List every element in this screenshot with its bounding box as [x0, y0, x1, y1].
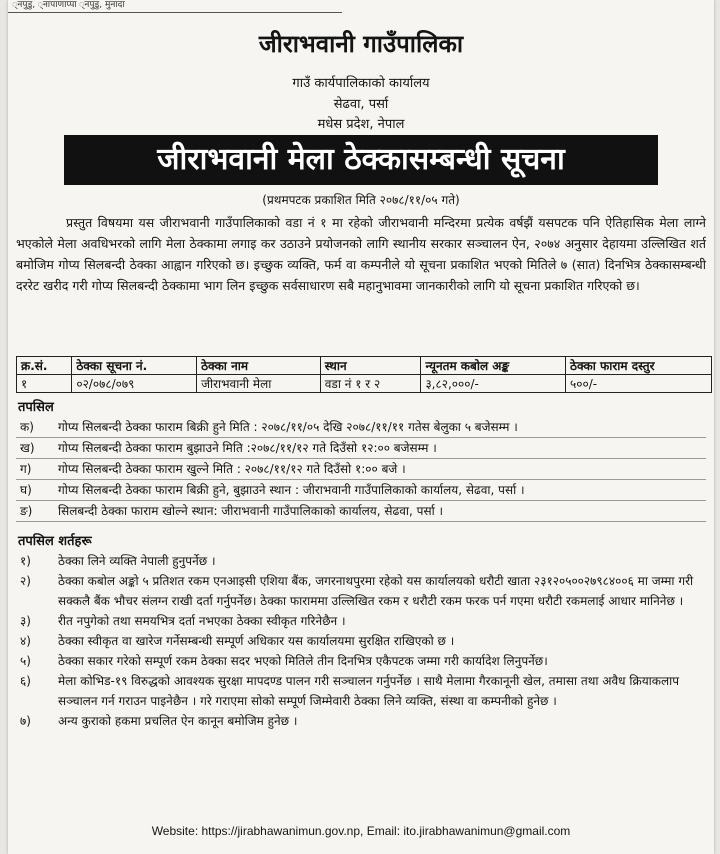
cell-place: वडा नं १ र २ — [320, 375, 421, 393]
list-marker: ६) — [20, 674, 31, 688]
list-item — [16, 438, 706, 459]
office-name: गाउँ कार्यपालिकाको कार्यालय — [292, 76, 430, 91]
list-marker: ग) — [20, 462, 32, 476]
list-text: ठेक्का सकार गरेको सम्पूर्ण रकम ठेक्का सदर भएको मितिले तीन दिनभित्र एकैपटक जम्मा गरी कार्यादेश लिनुपर्नेछ। — [58, 654, 548, 668]
list-marker: ७) — [20, 714, 31, 728]
municipality-title: जीराभवानी गाउँपालिका — [258, 30, 464, 58]
schedule-heading: तपसिल — [18, 400, 54, 415]
cell-min-bid: ३,८२,०००/- — [421, 375, 566, 393]
cell-name: जीराभवानी मेला — [197, 375, 321, 393]
header-cell-form-fee: ठेक्का फाराम दस्तुर — [565, 357, 711, 375]
list-item — [16, 501, 706, 522]
header-cell-serial: क्र.सं. — [17, 357, 72, 375]
website-link[interactable]: Website: https://jirabhawanimun.gov.np, — [151, 824, 364, 838]
notice-title-banner: जीराभवानी मेला ठेक्कासम्बन्धी सूचना — [64, 135, 658, 185]
list-item — [16, 631, 706, 651]
conditions-list — [16, 551, 706, 731]
header-cell-place: स्थान — [320, 357, 421, 375]
cell-notice-no: ०२/०७८/०७९ — [72, 375, 197, 393]
conditions-heading: तपसिल शर्तहरू — [18, 534, 92, 549]
list-marker: क) — [20, 420, 34, 434]
list-text: अन्य कुराको हकमा प्रचलित ऐन कानून बमोजिम हुनेछ । — [58, 714, 298, 728]
list-marker: १) — [20, 554, 31, 568]
list-text: गोप्य सिलबन्दी ठेक्का फाराम बिक्री हुने मिति : २०७८/११/०५ देखि २०७८/११/११ गतेस बेलुका ५ बजेसम्म । — [58, 420, 518, 434]
header-cell-min-bid: न्यूनतम कबोल अङ्क — [421, 357, 566, 375]
list-item — [16, 571, 706, 611]
header-cell-name: ठेक्का नाम — [197, 357, 321, 375]
list-text: ठेक्का लिने व्यक्ति नेपाली हुनुपर्नेछ । — [58, 554, 216, 568]
notice-content — [14, 13, 708, 846]
list-marker: ङ) — [20, 504, 33, 518]
list-marker: ४) — [20, 634, 31, 648]
notice-page — [8, 0, 714, 854]
province-name: मधेस प्रदेश, नेपाल — [317, 117, 405, 132]
list-text: सिलबन्दी ठेक्का फाराम खोल्ने स्थान: जीराभवानी गाउँपालिकाको कार्यालय, सेढवा, पर्सा । — [58, 504, 444, 518]
list-text: रीत नपुगेको तथा समयभित्र दर्ता नभएका ठेक्का स्वीकृत गरिनेछैन । — [58, 614, 346, 628]
list-marker: ५) — [20, 654, 31, 668]
list-item — [16, 551, 706, 571]
list-text: मेला कोभिड-१९ विरुद्धको आवश्यक सुरक्षा मापदण्ड पालन गरी सञ्चालन गर्नुपर्नेछ । साथै मेलामा गैरकानूनी खेल, तमासा तथा अवैध क्रियाकलाप सञ्चालन गर्न गराउन पाइनेछैन । गरे गराएमा सोको सम्पूर्ण जिम्मेवारी ठेक्का लिने व्यक्ति, संस्था वा कम्पनीको हुनेछ । — [58, 674, 680, 708]
list-text: गोप्य सिलबन्दी ठेक्का फाराम खुल्ने मिति : २०७८/११/१२ गते दिउँसो १:०० बजे । — [58, 462, 406, 476]
tender-table — [16, 356, 712, 393]
list-marker: घ) — [20, 483, 32, 497]
list-item — [16, 480, 706, 501]
list-text: गोप्य सिलबन्दी ठेक्का फाराम बिक्री हुने, बुझाउने स्थान : जीराभवानी गाउँपालिकाको कार्यालय, सेढवा, पर्सा । — [58, 483, 525, 497]
list-item — [16, 711, 706, 731]
contact-footer — [14, 824, 708, 838]
office-address: सेढवा, पर्सा — [333, 97, 389, 112]
list-marker: २) — [20, 574, 31, 588]
published-date: (प्रथमपटक प्रकाशित मिति २०७८/११/०५ गते) — [262, 193, 460, 207]
list-item — [16, 417, 706, 438]
table-row — [17, 375, 712, 393]
list-item — [16, 459, 706, 480]
list-item — [16, 671, 706, 711]
list-item — [16, 651, 706, 671]
torn-top-fragment: ्नपुडु, ्नापाणाप्पा ्नपुडु, मुनादा — [8, 0, 342, 13]
header-cell-notice-no: ठेक्का सूचना नं. — [72, 357, 197, 375]
list-item — [16, 611, 706, 631]
list-text: ठेक्का कबोल अङ्को ५ प्रतिशत रकम एनआइसी एशिया बैंक, जगरनाथपुरमा रहेको यस कार्यालयको धरौटी खाता २३१२०५००२७९८४००६ मा जम्मा गरी सक्कलै बैंक भौचर संलग्न राखी दर्ता गर्नुपर्नेछ। ठेक्का फाराममा उल्लिखित रकम र धरौटी रकम फरक पर्न गएमा धरौटी रकमलाई आधार मानिनेछ । — [58, 574, 694, 608]
cell-form-fee: ५००/- — [565, 375, 711, 393]
table-header-row — [17, 357, 712, 375]
list-text: गोप्य सिलबन्दी ठेक्का फाराम बुझाउने मिति :२०७८/११/१२ गते दिउँसो १२:०० बजेसम्म । — [58, 441, 437, 455]
email-link[interactable]: Email: ito.jirabhawanimun@gmail.com — [366, 824, 571, 838]
schedule-list — [16, 417, 706, 522]
list-marker: ख) — [20, 441, 35, 455]
cell-serial: १ — [17, 375, 72, 393]
list-text: ठेक्का स्वीकृत वा खारेज गर्नेसम्बन्धी सम्पूर्ण अधिकार यस कार्यालयमा सुरक्षित राखिएको छ । — [58, 634, 455, 648]
list-marker: ३) — [20, 614, 31, 628]
intro-paragraph: प्रस्तुत विषयमा यस जीराभवानी गाउँपालिकाको वडा नं १ मा रहेको जीराभवानी मन्दिरमा प्रत्येक वर्षझैं यसपटक पनि ऐतिहासिक मेला लाग्ने भएकोले मेला अवधिभरको लागि मेला ठेक्कामा लगाइ कर उठाउने प्रयोजनको लागि स्थानीय सरकार सञ्चालन ऐन, २०७४ अनुसार देहायमा उल्लिखित शर्त बमोजिम गोप्य सिलबन्दी ठेक्का आह्वान गरिएको छ। इच्छुक व्यक्ति, फर्म वा कम्पनीले यो सूचना प्रकाशित भएको मितिले ७ (सात) दिनभित्र ठेक्कासम्बन्धी दररेट खरीद गरी गोप्य सिलबन्दी ठेक्कामा भाग लिन इच्छुक सर्वसाधारण सबै महानुभावमा जानकारीको लागि यो सूचना प्रकाशित गरिएको छ। — [16, 215, 706, 293]
